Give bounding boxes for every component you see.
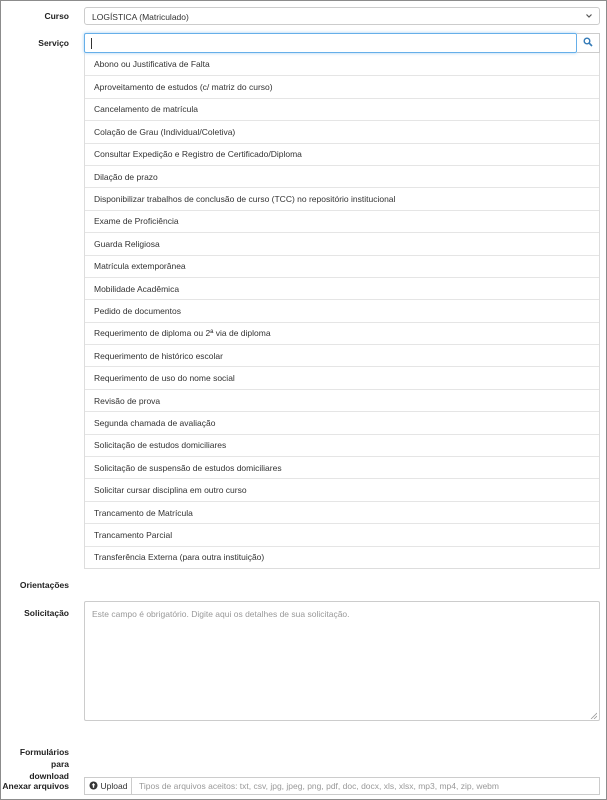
formularios-label-line1: Formulários para bbox=[19, 747, 69, 769]
servico-option[interactable]: Colação de Grau (Individual/Coletiva) bbox=[85, 120, 599, 142]
solicitacao-placeholder: Este campo é obrigatório. Digite aqui os detalhes de sua solicitação. bbox=[92, 609, 350, 619]
servico-search-input[interactable] bbox=[84, 33, 577, 53]
servico-label: Serviço bbox=[38, 38, 69, 48]
curso-label: Curso bbox=[44, 11, 69, 21]
search-icon bbox=[583, 37, 593, 49]
servico-option[interactable]: Trancamento Parcial bbox=[85, 523, 599, 545]
servico-option[interactable]: Guarda Religiosa bbox=[85, 232, 599, 254]
resize-handle-icon[interactable] bbox=[590, 711, 597, 718]
servico-option[interactable]: Abono ou Justificativa de Falta bbox=[94, 59, 210, 70]
upload-icon bbox=[89, 781, 98, 792]
servico-search bbox=[84, 33, 600, 53]
servico-option[interactable]: Matrícula extemporânea bbox=[85, 255, 599, 277]
upload-row bbox=[84, 777, 600, 795]
text-caret bbox=[91, 38, 92, 49]
servico-option[interactable]: Revisão de prova bbox=[85, 389, 599, 411]
search-button[interactable] bbox=[577, 33, 600, 53]
orientacoes-label: Orientações bbox=[19, 580, 69, 590]
servico-option[interactable]: Segunda chamada de avaliação bbox=[85, 411, 599, 433]
upload-button-label: Upload bbox=[100, 781, 128, 791]
formularios-label-line2: download bbox=[29, 771, 69, 781]
formularios-label bbox=[0, 746, 69, 782]
upload-button[interactable] bbox=[84, 777, 132, 795]
solicitacao-textarea[interactable] bbox=[84, 601, 600, 721]
curso-select[interactable] bbox=[84, 7, 600, 25]
curso-selected-value: LOGÍSTICA (Matriculado) bbox=[92, 12, 189, 22]
servico-option[interactable]: Solicitação de estudos domiciliares bbox=[85, 434, 599, 456]
servico-option[interactable]: Solicitação de suspensão de estudos domiciliares bbox=[85, 456, 599, 478]
servico-option[interactable]: Requerimento de uso do nome social bbox=[85, 366, 599, 388]
servico-option[interactable]: Pedido de documentos bbox=[85, 299, 599, 321]
chevron-down-icon bbox=[585, 11, 593, 21]
servico-option[interactable]: Cancelamento de matrícula bbox=[85, 98, 599, 120]
servico-option[interactable]: Requerimento de diploma ou 2ª via de diploma bbox=[85, 322, 599, 344]
servico-option[interactable]: Dilação de prazo bbox=[85, 165, 599, 187]
anexar-label: Anexar arquivos bbox=[2, 781, 69, 791]
servico-options-list bbox=[84, 53, 600, 569]
solicitacao-label: Solicitação bbox=[24, 608, 69, 618]
servico-option[interactable]: Consultar Expedição e Registro de Certificado/Diploma bbox=[85, 143, 599, 165]
servico-option[interactable]: Requerimento de histórico escolar bbox=[85, 344, 599, 366]
accepted-file-types: Tipos de arquivos aceitos: txt, csv, jpg, jpeg, png, pdf, doc, docx, xls, xlsx, mp3, mp4, zip, webm bbox=[132, 777, 600, 795]
servico-option[interactable]: Solicitar cursar disciplina em outro curso bbox=[85, 478, 599, 500]
servico-option[interactable]: Disponibilizar trabalhos de conclusão de curso (TCC) no repositório institucional bbox=[85, 187, 599, 209]
servico-option[interactable]: Exame de Proficiência bbox=[85, 210, 599, 232]
servico-option[interactable]: Trancamento de Matrícula bbox=[85, 501, 599, 523]
servico-option[interactable]: Transferência Externa (para outra instituição) bbox=[85, 546, 599, 568]
servico-option[interactable]: Aproveitamento de estudos (c/ matriz do curso) bbox=[85, 75, 599, 97]
servico-option[interactable]: Mobilidade Acadêmica bbox=[85, 277, 599, 299]
